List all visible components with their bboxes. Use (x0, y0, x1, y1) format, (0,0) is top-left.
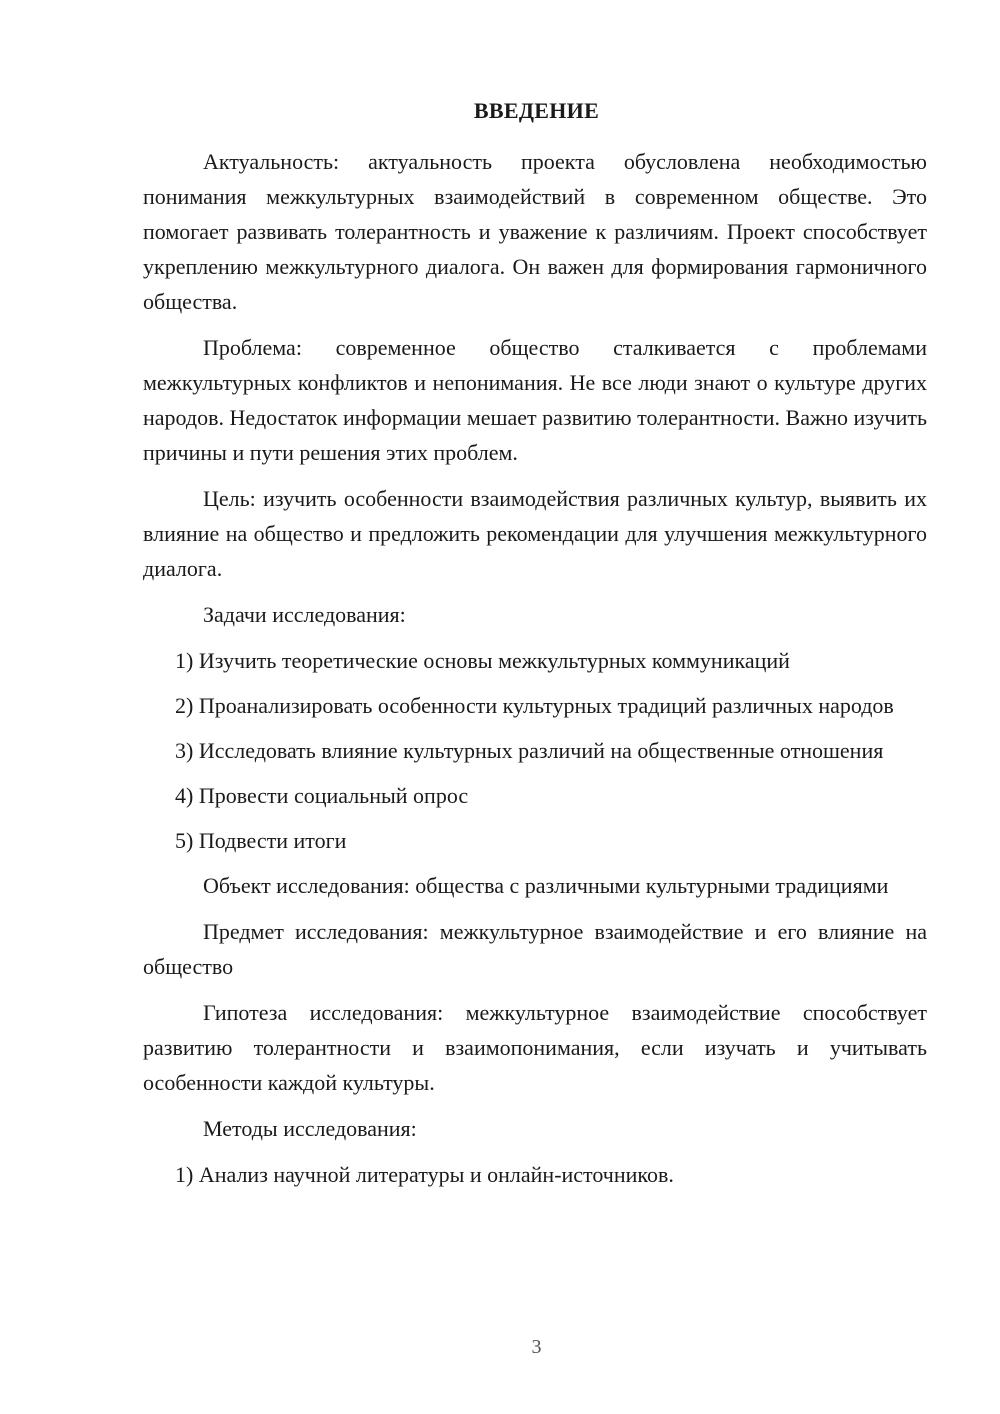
paragraph-goal: Цель: изучить особенности взаимодействия различных культур, выявить их влияние на общество и предложить рекомендации для улучшения межкультурного диалога. (143, 486, 927, 581)
page-number: 3 (531, 1336, 542, 1358)
tasks-heading: Задачи исследования: (203, 602, 406, 627)
paragraph-subject: Предмет исследования: межкультурное взаимодействие и его влияние на общество (143, 919, 927, 979)
document-body (143, 144, 927, 1202)
page-title: ВВЕДЕНИЕ (473, 98, 600, 123)
task-item: 5) Подвести итоги (175, 828, 347, 853)
paragraph-object: Объект исследования: общества с различными культурными традициями (203, 873, 889, 898)
task-item: 1) Изучить теоретические основы межкультурных коммуникаций (175, 648, 790, 673)
task-item: 2) Проанализировать особенности культурных традиций различных народов (175, 693, 894, 718)
paragraph-relevance: Актуальность: актуальность проекта обусловлена необходимостью понимания межкультурных взаимодействий в современном обществе. Это помогает развивать толерантность и уважение к различиям. Проект способствует укреплению межкультурного диалога. Он важен для формирования гармоничного общества. (143, 149, 927, 314)
paragraph-problem: Проблема: современное общество сталкивается с проблемами межкультурных конфликтов и непонимания. Не все люди знают о культуре других народов. Недостаток информации мешает развитию толерантности. Важно изучить причины и пути решения этих проблем. (143, 335, 927, 465)
methods-heading: Методы исследования: (203, 1116, 417, 1141)
task-item: 3) Исследовать влияние культурных различий на общественные отношения (175, 738, 884, 763)
method-item: 1) Анализ научной литературы и онлайн-источников. (175, 1162, 674, 1187)
paragraph-hypothesis: Гипотеза исследования: межкультурное взаимодействие способствует развитию толерантности и взаимопонимания, если изучать и учитывать особенности каждой культуры. (143, 1000, 927, 1095)
task-item: 4) Провести социальный опрос (175, 783, 469, 808)
